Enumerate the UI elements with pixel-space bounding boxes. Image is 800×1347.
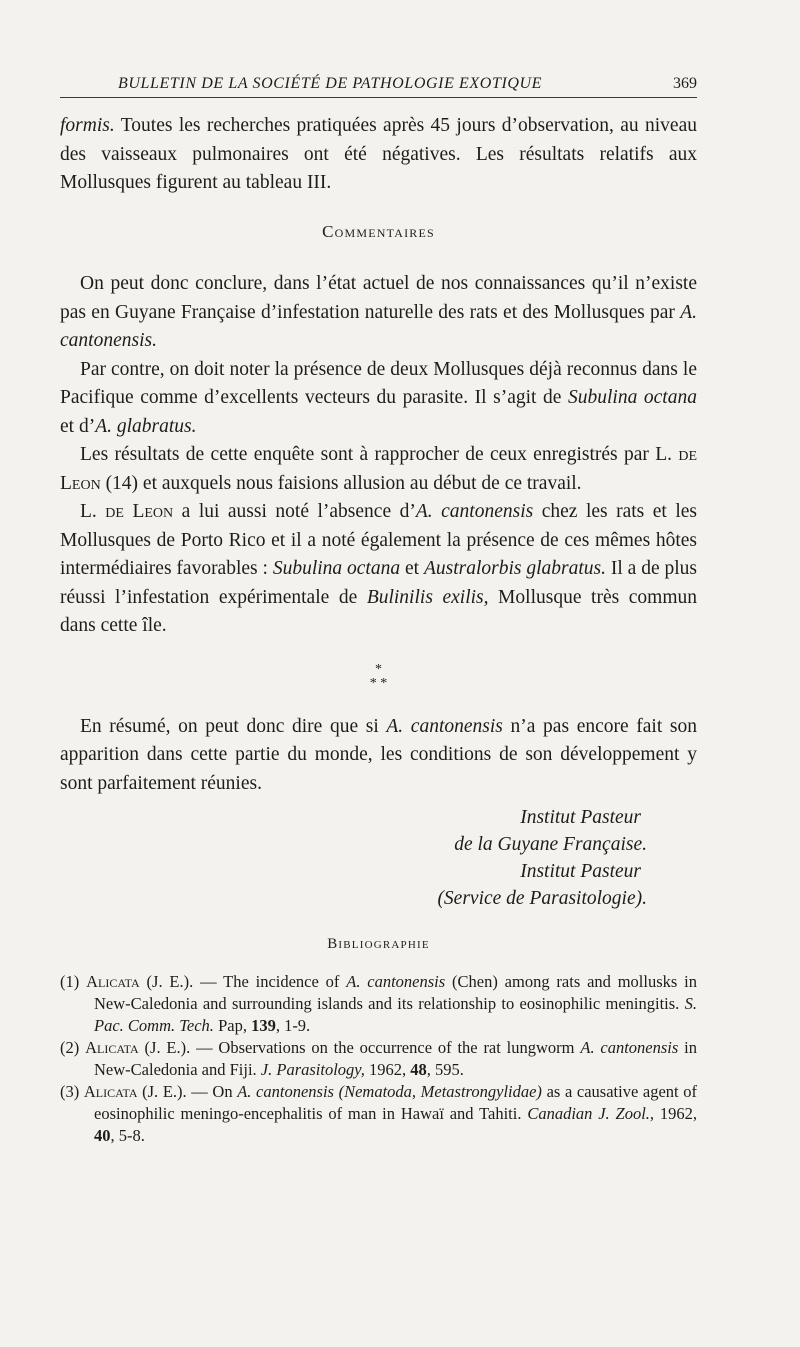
- species-name: A. cantonensis: [415, 501, 534, 522]
- reference-text: (J. E.). — On: [137, 1081, 238, 1101]
- species-name: A. cantonensis: [386, 715, 503, 737]
- reference-number: (1): [60, 971, 80, 991]
- paragraph-text: L.: [80, 501, 106, 522]
- paragraph-1: [60, 270, 697, 356]
- paragraph-text: n’a pas encore fait son apparition dans cette partie du monde, les conditions de son développement y sont parfaitement réunies.: [60, 715, 697, 794]
- paragraph-text: Les résultats de cette enquête sont à rapprocher de ceux enregistrés par L.: [80, 444, 679, 465]
- volume-number: 40: [94, 1125, 111, 1145]
- reference-author: Alicata: [83, 1081, 138, 1101]
- reference-text: , 1-9.: [275, 1015, 311, 1035]
- journal-name: S. Pac. Comm. Tech.: [94, 993, 697, 1035]
- signature-line: Institut Pasteur: [520, 807, 641, 828]
- section-heading: Commentaires: [322, 221, 435, 241]
- author-name: de Leon: [60, 444, 697, 494]
- reference-text: in New-Caledonia and Fiji.: [94, 1037, 697, 1079]
- paragraph-text: et: [400, 558, 424, 579]
- paragraph-text: et d’: [60, 415, 96, 437]
- reference-text: 1962,: [654, 1103, 697, 1123]
- species-name: A. cantonensis: [580, 1037, 679, 1057]
- paragraph-text: a lui aussi noté l’absence d’: [173, 501, 416, 522]
- species-name: A. glabratus.: [95, 415, 197, 437]
- paragraph-4: [60, 498, 697, 641]
- reference-text: (J. E.). — Observations on the occurrence of the rat lungworm: [138, 1037, 581, 1057]
- signature-line: (Service de Parasitologie).: [437, 888, 647, 909]
- reference-text: (Chen) among rats and mollusks in New-Caledonia and surrounding islands and its relationship to eosinophilic meningitis.: [94, 971, 697, 1013]
- paragraph-text: Toutes les recherches pratiquées après 45 jours d’observation, au niveau des vaisseaux pulmonaires ont été négatives. Les résultats relatifs aux Mollusques figurent au tableau III.: [60, 115, 697, 193]
- reference-text: as a causative agent of eosinophilic meningo-encephalitis of man in Hawaï and Tahiti.: [94, 1081, 698, 1123]
- reference-number: (2): [60, 1037, 80, 1057]
- paragraph-text: (14) et auxquels nous faisions allusion au début de ce travail.: [100, 472, 582, 494]
- author-name: de Leon: [105, 501, 174, 522]
- reference-text: (J. E.). — The incidence of: [139, 971, 347, 991]
- asterism: [60, 663, 697, 691]
- asterism-bottom: * *: [369, 675, 388, 691]
- species-name: A. cantonensis: [346, 971, 446, 991]
- journal-name: Canadian J. Zool.,: [527, 1103, 655, 1123]
- signature-line: de la Guyane Française.: [454, 834, 647, 855]
- species-name: A. cantonensis.: [60, 301, 697, 351]
- reference-author: Alicata: [86, 971, 140, 991]
- asterism-top: *: [375, 661, 382, 677]
- reference-item: [60, 1037, 697, 1081]
- reference-number: (3): [60, 1081, 80, 1101]
- paragraph-text: Mollusque très commun dans cette île.: [60, 586, 697, 636]
- reference-text: 1962,: [364, 1059, 411, 1079]
- main-text: [60, 112, 697, 1147]
- volume-number: 139: [251, 1015, 276, 1035]
- italic-word: formis.: [60, 115, 115, 136]
- page-number: 369: [673, 75, 697, 92]
- species-name: Subulina octana: [568, 387, 697, 408]
- paragraph-intro: [60, 112, 697, 198]
- reference-author: Alicata: [85, 1037, 139, 1057]
- paragraph-text: Il a de plus réussi l’infestation expérimentale de: [60, 558, 697, 608]
- signature-line: Institut Pasteur: [520, 861, 641, 882]
- reference-item: [60, 1081, 697, 1147]
- paragraph-5: [60, 713, 697, 799]
- paragraph-3: [60, 441, 697, 498]
- reference-text: , 5-8.: [110, 1125, 145, 1145]
- reference-item: [60, 971, 697, 1037]
- reference-text: Pap,: [213, 1015, 252, 1035]
- species-name: Bulinilis exilis,: [366, 586, 489, 608]
- paragraph-text: chez les rats et les Mollusques de Porto Rico et il a noté également la présence de ces mêmes hôtes intermédiaires favorables :: [60, 501, 698, 579]
- journal-title: BULLETIN DE LA SOCIÉTÉ DE PATHOLOGIE EXOTIQUE: [118, 75, 543, 92]
- paragraph-2: [60, 356, 697, 442]
- running-head: [60, 75, 697, 98]
- paragraph-text: En résumé, on peut donc dire que si: [80, 715, 387, 737]
- paragraph-text: Par contre, on doit noter la présence de deux Mollusques déjà reconnus dans le Pacifique comme d’excellents vecteurs du parasite. Il s’agit de: [60, 358, 697, 408]
- species-name: Australorbis glabratus.: [423, 558, 606, 579]
- journal-name: J. Parasitology,: [260, 1059, 365, 1079]
- bibliography-heading: Bibliographie: [327, 936, 430, 952]
- species-name: Subulina octana: [272, 558, 401, 579]
- reference-text: , 595.: [426, 1059, 464, 1079]
- species-name: A. cantonensis (Nematoda, Metastrongylidae): [237, 1081, 542, 1101]
- paragraph-text: On peut donc conclure, dans l’état actuel de nos connaissances qu’il n’existe pas en Guyane Française d’infestation naturelle des rats et des Mollusques par: [60, 273, 697, 323]
- signature-block: [60, 804, 697, 912]
- volume-number: 48: [410, 1059, 427, 1079]
